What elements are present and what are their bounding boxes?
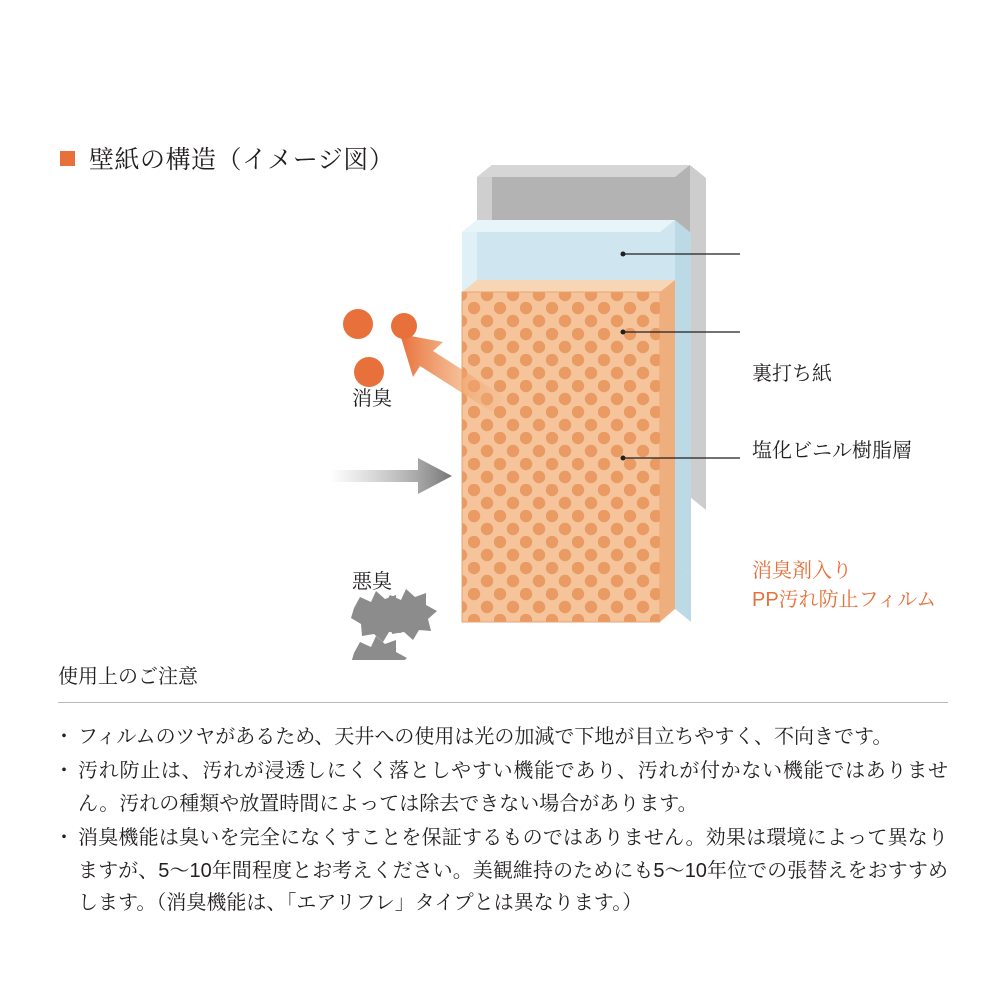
label-pp-film-line1: 消臭剤入り	[752, 560, 852, 582]
label-vinyl-resin: 塩化ビニル樹脂層	[752, 440, 912, 462]
list-item: ・ 汚れ防止は、汚れが浸透しにくく落としやすい機能であり、汚れが付かない機能ではありません。汚れの種類や放置時間によっては除去できない場合があります。	[58, 755, 948, 820]
list-item: ・ 消臭機能は臭いを完全になくすことを保証するものではありません。効果は環境によって異なりますが、5〜10年間程度とお考えください。美観維持のためにも5〜10年位での張替えをおすすめします。（消臭機能は、「エアリフレ」タイプとは異なります。）	[58, 822, 948, 919]
layer-pp-film	[462, 280, 675, 622]
wallpaper-structure-diagram	[0, 120, 1000, 660]
label-odor: 悪臭	[352, 571, 392, 593]
page-title-text: 壁紙の構造（イメージ図）	[89, 146, 395, 174]
label-pp-film	[752, 557, 936, 615]
label-deodorized: 消臭	[352, 388, 392, 410]
notes-list	[58, 703, 948, 919]
label-backing-paper: 裏打ち紙	[752, 363, 832, 385]
label-pp-film-line2: PP汚れ防止フィルム	[752, 589, 937, 611]
notes-title: 使用上のご注意	[58, 666, 198, 688]
notes-section	[58, 660, 948, 921]
odor-particles	[351, 589, 437, 660]
odor-arrow	[330, 458, 452, 494]
list-item: ・ フィルムのツヤがあるため、天井への使用は光の加減で下地が目立ちやすく、不向きです。	[58, 721, 948, 753]
